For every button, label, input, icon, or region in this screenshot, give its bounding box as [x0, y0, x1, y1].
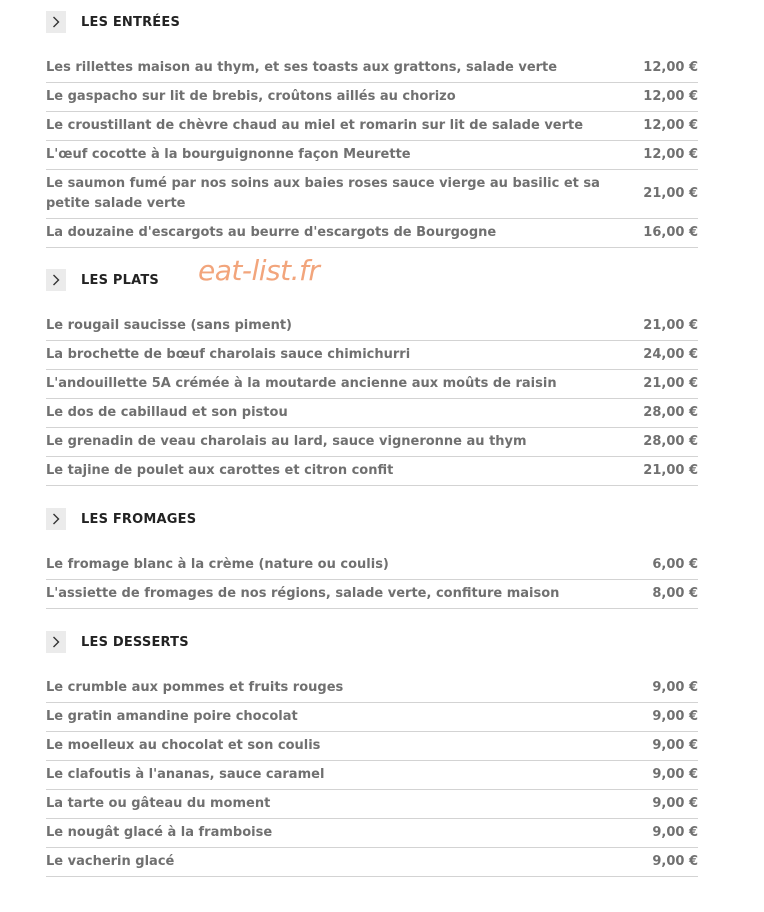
item-name: Le gratin amandine poire chocolat — [46, 709, 298, 724]
item-price: 21,00 € — [643, 318, 698, 333]
item-price: 9,00 € — [652, 767, 698, 782]
item-name: Le croustillant de chèvre chaud au miel et romarin sur lit de salade verte — [46, 118, 584, 133]
menu-item — [46, 399, 698, 428]
chevron-right-icon[interactable] — [46, 269, 66, 291]
section-title: LES FROMAGES — [81, 511, 197, 527]
section-plats — [46, 254, 698, 486]
item-price: 21,00 € — [643, 463, 698, 478]
item-price: 9,00 € — [652, 709, 698, 724]
item-price: 9,00 € — [652, 854, 698, 869]
watermark: eat-list.fr — [198, 254, 320, 287]
item-name: Les rillettes maison au thym, et ses toasts aux grattons, salade verte — [46, 60, 558, 75]
item-price: 9,00 € — [652, 738, 698, 753]
section-header[interactable] — [46, 628, 698, 656]
section-fromages — [46, 505, 698, 609]
menu-item — [46, 312, 698, 341]
item-price: 9,00 € — [652, 680, 698, 695]
item-price: 12,00 € — [643, 147, 698, 162]
menu-item — [46, 790, 698, 819]
item-name: Le nougât glacé à la framboise — [46, 825, 273, 840]
item-price: 21,00 € — [643, 376, 698, 391]
menu-item — [46, 674, 698, 703]
section-desserts — [46, 628, 698, 877]
item-name: L'assiette de fromages de nos régions, salade verte, confiture maison — [46, 586, 560, 601]
menu-item — [46, 219, 698, 248]
section-title: LES PLATS — [81, 272, 159, 288]
chevron-right-icon[interactable] — [46, 631, 66, 653]
menu-item — [46, 848, 698, 877]
section-header[interactable] — [46, 505, 698, 533]
item-price: 21,00 € — [643, 186, 698, 201]
menu-item — [46, 428, 698, 457]
item-price: 16,00 € — [643, 225, 698, 240]
menu-item — [46, 141, 698, 170]
menu-item — [46, 170, 698, 219]
menu-item — [46, 341, 698, 370]
menu-item — [46, 732, 698, 761]
menu-item — [46, 703, 698, 732]
item-price: 6,00 € — [652, 557, 698, 572]
section-title: LES ENTRÉES — [81, 14, 181, 30]
menu-item — [46, 83, 698, 112]
menu-item — [46, 54, 698, 83]
item-name: Le rougail saucisse (sans piment) — [46, 318, 292, 333]
menu-item — [46, 761, 698, 790]
menu-item — [46, 819, 698, 848]
item-price: 12,00 € — [643, 60, 698, 75]
item-price: 8,00 € — [652, 586, 698, 601]
menu-item — [46, 370, 698, 399]
item-name: Le fromage blanc à la crème (nature ou coulis) — [46, 557, 389, 572]
menu-item — [46, 580, 698, 609]
item-name: La brochette de bœuf charolais sauce chimichurri — [46, 347, 411, 362]
item-name: Le vacherin glacé — [46, 854, 175, 869]
item-price: 24,00 € — [643, 347, 698, 362]
item-list — [46, 551, 698, 609]
section-header[interactable] — [46, 8, 698, 36]
section-entrees — [46, 8, 698, 248]
item-list — [46, 674, 698, 877]
item-price: 9,00 € — [652, 825, 698, 840]
item-name: La tarte ou gâteau du moment — [46, 796, 271, 811]
menu-item — [46, 457, 698, 486]
item-name: L'andouillette 5A crémée à la moutarde ancienne aux moûts de raisin — [46, 376, 557, 391]
item-price: 12,00 € — [643, 89, 698, 104]
menu-item — [46, 551, 698, 580]
section-title: LES DESSERTS — [81, 634, 189, 650]
item-name: Le grenadin de veau charolais au lard, sauce vigneronne au thym — [46, 434, 527, 449]
menu — [46, 8, 698, 897]
item-name: Le tajine de poulet aux carottes et citron confit — [46, 463, 394, 478]
item-name: Le moelleux au chocolat et son coulis — [46, 738, 321, 753]
menu-item — [46, 112, 698, 141]
chevron-right-icon[interactable] — [46, 508, 66, 530]
chevron-right-icon[interactable] — [46, 11, 66, 33]
item-name: Le clafoutis à l'ananas, sauce caramel — [46, 767, 325, 782]
item-name: L'œuf cocotte à la bourguignonne façon Meurette — [46, 147, 411, 162]
item-name: Le gaspacho sur lit de brebis, croûtons aillés au chorizo — [46, 89, 456, 104]
item-price: 12,00 € — [643, 118, 698, 133]
item-name: Le dos de cabillaud et son pistou — [46, 405, 288, 420]
item-list — [46, 312, 698, 486]
item-price: 28,00 € — [643, 434, 698, 449]
item-price: 28,00 € — [643, 405, 698, 420]
item-name: La douzaine d'escargots au beurre d'escargots de Bourgogne — [46, 225, 497, 240]
item-name: Le crumble aux pommes et fruits rouges — [46, 680, 344, 695]
item-list — [46, 54, 698, 248]
item-price: 9,00 € — [652, 796, 698, 811]
item-name: Le saumon fumé par nos soins aux baies roses sauce vierge au basilic et sa petite salade verte — [46, 176, 600, 211]
section-header[interactable] — [46, 254, 698, 294]
